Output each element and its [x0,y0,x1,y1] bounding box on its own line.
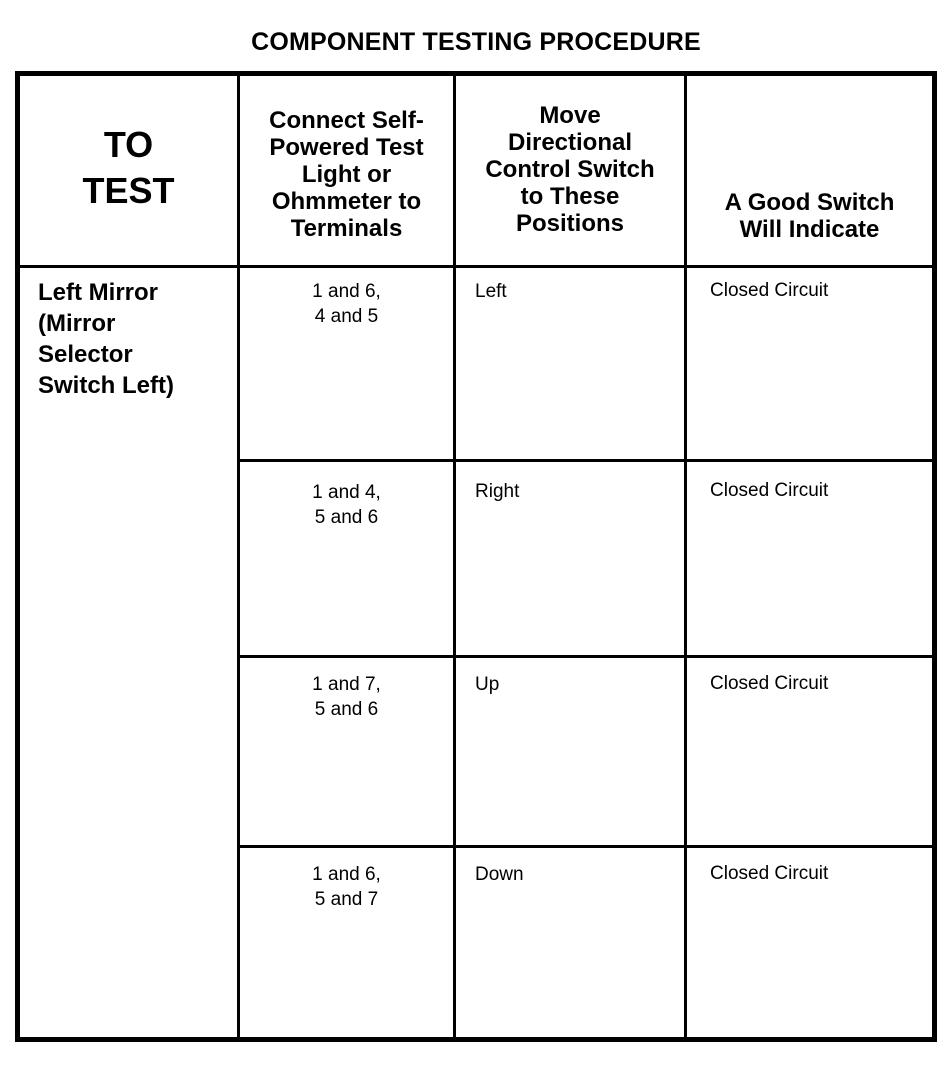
row-2-result: Closed Circuit [710,480,829,501]
component-name: Left Mirror (Mirror Selector Switch Left) [38,279,174,399]
row-1-result: Closed Circuit [710,280,829,301]
row-3-terminals: 1 and 7, 5 and 6 [312,674,381,720]
header-terminals: Connect Self- Powered Test Light or Ohmmeter to Terminals [269,107,424,242]
header-to-test: TO TEST [82,124,175,211]
header-indication: A Good Switch Will Indicate [724,189,895,243]
row-3-result: Closed Circuit [710,673,829,694]
row-1-terminals: 1 and 6, 4 and 5 [312,281,381,327]
row-1-position: Left [475,281,507,302]
row-4-position: Down [475,864,524,885]
header-divider [20,265,932,268]
testing-table [15,71,937,1042]
row-divider [238,845,932,848]
row-divider [238,655,932,658]
row-4-terminals: 1 and 6, 5 and 7 [312,864,381,910]
row-4-result: Closed Circuit [710,863,829,884]
row-divider [238,459,932,462]
header-positions: Move Directional Control Switch to These Positions [485,102,655,237]
row-2-position: Right [475,481,520,502]
row-2-terminals: 1 and 4, 5 and 6 [312,482,381,528]
row-3-position: Up [475,674,500,695]
page-title: COMPONENT TESTING PROCEDURE [251,28,701,56]
